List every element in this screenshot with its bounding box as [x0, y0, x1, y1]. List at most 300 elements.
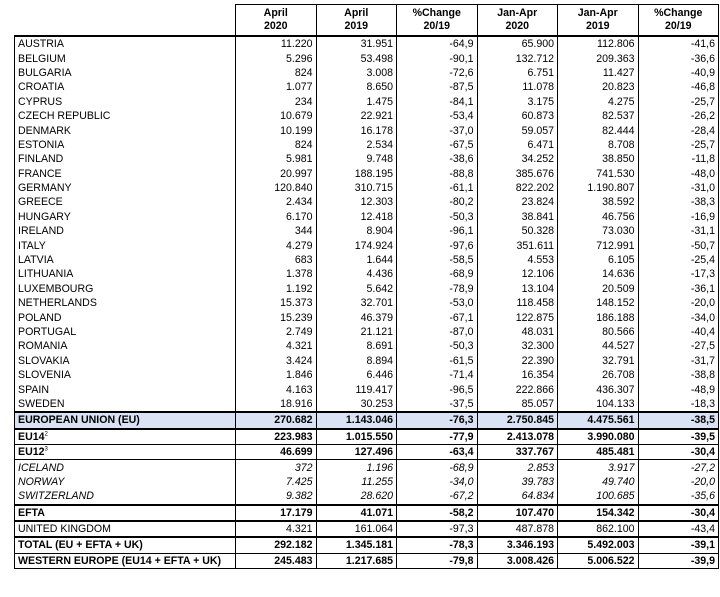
cell-april-2020: 15.239 [236, 310, 317, 324]
cell-change-jan-apr: -27,2 [638, 460, 719, 475]
row-label: LITHUANIA [15, 267, 236, 281]
cell-april-2019: 30.253 [316, 397, 397, 412]
table-row [15, 339, 719, 353]
cell-change-jan-apr: -28,4 [638, 123, 719, 137]
cell-april-2019: 53.498 [316, 51, 397, 65]
cell-april-2020: 344 [236, 224, 317, 238]
cell-jan-apr-2019: 154.342 [558, 505, 639, 521]
cell-april-2020: 1.192 [236, 282, 317, 296]
cell-april-2020: 5.296 [236, 51, 317, 65]
cell-april-2019: 310.715 [316, 181, 397, 195]
cell-jan-apr-2020: 38.841 [477, 210, 558, 224]
cell-change-jan-apr: -48,0 [638, 167, 719, 181]
cell-change-jan-apr: -26,2 [638, 109, 719, 123]
table-row [15, 238, 719, 252]
row-label: NETHERLANDS [15, 296, 236, 310]
cell-april-2019: 1.015.550 [316, 429, 397, 445]
cell-change-april: -61,5 [397, 354, 478, 368]
cell-april-2019: 31.951 [316, 36, 397, 51]
cell-change-april: -76,3 [397, 412, 478, 428]
cell-april-2019: 1.196 [316, 460, 397, 475]
cell-change-april: -64,9 [397, 36, 478, 51]
cell-april-2020: 4.321 [236, 521, 317, 537]
row-label: FINLAND [15, 152, 236, 166]
table-row [15, 537, 719, 553]
cell-april-2020: 10.679 [236, 109, 317, 123]
cell-jan-apr-2020: 32.300 [477, 339, 558, 353]
row-label: SLOVAKIA [15, 354, 236, 368]
cell-jan-apr-2020: 3.346.193 [477, 537, 558, 553]
cell-change-april: -50,3 [397, 339, 478, 353]
cell-april-2019: 21.121 [316, 325, 397, 339]
header-change-jan-apr: %Change 20/19 [638, 5, 719, 37]
table-row [15, 267, 719, 281]
cell-jan-apr-2020: 822.202 [477, 181, 558, 195]
cell-april-2019: 16.178 [316, 123, 397, 137]
table-row [15, 167, 719, 181]
cell-jan-apr-2020: 118.458 [477, 296, 558, 310]
cell-april-2020: 120.840 [236, 181, 317, 195]
cell-change-jan-apr: -18,3 [638, 397, 719, 412]
table-row [15, 505, 719, 521]
cell-april-2019: 3.008 [316, 66, 397, 80]
row-label: ICELAND [15, 460, 236, 475]
row-label: PORTUGAL [15, 325, 236, 339]
row-label: $EU14^2$ [15, 429, 236, 445]
cell-april-2019: 1.217.685 [316, 553, 397, 568]
cell-jan-apr-2020: 48.031 [477, 325, 558, 339]
table-row [15, 475, 719, 489]
row-label: CROATIA [15, 80, 236, 94]
cell-jan-apr-2019: 8.708 [558, 138, 639, 152]
cell-jan-apr-2019: 485.481 [558, 444, 639, 459]
table-row [15, 489, 719, 504]
cell-jan-apr-2020: 23.824 [477, 195, 558, 209]
cell-jan-apr-2019: 5.006.522 [558, 553, 639, 568]
row-label: FRANCE [15, 167, 236, 181]
row-label: WESTERN EUROPE (EU14 + EFTA + UK) [15, 553, 236, 568]
cell-change-jan-apr: -35,6 [638, 489, 719, 504]
cell-jan-apr-2019: 112.806 [558, 36, 639, 51]
table-row [15, 296, 719, 310]
cell-jan-apr-2020: 3.175 [477, 95, 558, 109]
cell-april-2020: 17.179 [236, 505, 317, 521]
cell-change-jan-apr: -50,7 [638, 238, 719, 252]
cell-jan-apr-2019: 4.275 [558, 95, 639, 109]
cell-jan-apr-2019: 38.592 [558, 195, 639, 209]
cell-jan-apr-2019: 862.100 [558, 521, 639, 537]
cell-april-2020: 46.699 [236, 444, 317, 459]
row-label: CYPRUS [15, 95, 236, 109]
cell-change-april: -53,0 [397, 296, 478, 310]
cell-april-2019: 41.071 [316, 505, 397, 521]
cell-change-jan-apr: -34,0 [638, 310, 719, 324]
cell-jan-apr-2019: 436.307 [558, 382, 639, 396]
row-label: LATVIA [15, 253, 236, 267]
table-row [15, 429, 719, 445]
header-blank [15, 5, 236, 37]
cell-jan-apr-2020: 60.873 [477, 109, 558, 123]
cell-change-april: -63,4 [397, 444, 478, 459]
cell-change-jan-apr: -25,7 [638, 138, 719, 152]
cell-jan-apr-2020: 13.104 [477, 282, 558, 296]
header-change-april: %Change 20/19 [397, 5, 478, 37]
row-label: IRELAND [15, 224, 236, 238]
table-row [15, 36, 719, 51]
cell-change-jan-apr: -40,9 [638, 66, 719, 80]
cell-jan-apr-2020: 2.853 [477, 460, 558, 475]
cell-april-2019: 22.921 [316, 109, 397, 123]
cell-change-jan-apr: -39,1 [638, 537, 719, 553]
cell-april-2020: 223.983 [236, 429, 317, 445]
cell-jan-apr-2020: 4.553 [477, 253, 558, 267]
cell-jan-apr-2019: 6.105 [558, 253, 639, 267]
cell-change-jan-apr: -31,0 [638, 181, 719, 195]
header-april-2020: April 2020 [236, 5, 317, 37]
cell-change-april: -80,2 [397, 195, 478, 209]
cell-april-2019: 5.642 [316, 282, 397, 296]
cell-april-2019: 12.303 [316, 195, 397, 209]
cell-jan-apr-2019: 73.030 [558, 224, 639, 238]
footnote-marker: 3 [44, 446, 48, 453]
cell-jan-apr-2019: 3.917 [558, 460, 639, 475]
cell-april-2020: 18.916 [236, 397, 317, 412]
cell-jan-apr-2020: 12.106 [477, 267, 558, 281]
cell-jan-apr-2020: 487.878 [477, 521, 558, 537]
cell-april-2019: 119.417 [316, 382, 397, 396]
cell-change-april: -61,1 [397, 181, 478, 195]
row-label: GREECE [15, 195, 236, 209]
cell-jan-apr-2020: 59.057 [477, 123, 558, 137]
cell-change-jan-apr: -46,8 [638, 80, 719, 94]
cell-april-2019: 46.379 [316, 310, 397, 324]
header-april-2019: April 2019 [316, 5, 397, 37]
row-label: TOTAL (EU + EFTA + UK) [15, 537, 236, 553]
cell-change-april: -68,9 [397, 267, 478, 281]
cell-change-april: -68,9 [397, 460, 478, 475]
cell-change-april: -34,0 [397, 475, 478, 489]
cell-change-april: -78,9 [397, 282, 478, 296]
cell-jan-apr-2019: 712.991 [558, 238, 639, 252]
cell-april-2019: 32.701 [316, 296, 397, 310]
cell-change-jan-apr: -38,3 [638, 195, 719, 209]
row-label: SPAIN [15, 382, 236, 396]
row-label: AUSTRIA [15, 36, 236, 51]
cell-jan-apr-2020: 39.783 [477, 475, 558, 489]
cell-jan-apr-2019: 20.823 [558, 80, 639, 94]
cell-jan-apr-2019: 82.444 [558, 123, 639, 137]
cell-april-2019: 1.143.046 [316, 412, 397, 428]
cell-change-jan-apr: -38,5 [638, 412, 719, 428]
cell-april-2020: 2.749 [236, 325, 317, 339]
table-row [15, 282, 719, 296]
cell-jan-apr-2020: 385.676 [477, 167, 558, 181]
table-row [15, 460, 719, 475]
cell-change-april: -87,0 [397, 325, 478, 339]
cell-april-2020: 1.378 [236, 267, 317, 281]
cell-jan-apr-2019: 11.427 [558, 66, 639, 80]
cell-jan-apr-2019: 4.475.561 [558, 412, 639, 428]
cell-jan-apr-2019: 148.152 [558, 296, 639, 310]
cell-change-jan-apr: -36,6 [638, 51, 719, 65]
cell-jan-apr-2020: 107.470 [477, 505, 558, 521]
cell-change-april: -84,1 [397, 95, 478, 109]
cell-change-april: -97,6 [397, 238, 478, 252]
cell-april-2020: 4.279 [236, 238, 317, 252]
cell-april-2020: 11.220 [236, 36, 317, 51]
cell-april-2019: 1.644 [316, 253, 397, 267]
cell-jan-apr-2020: 337.767 [477, 444, 558, 459]
header-row [15, 5, 719, 37]
cell-jan-apr-2019: 38.850 [558, 152, 639, 166]
cell-change-april: -87,5 [397, 80, 478, 94]
cell-change-jan-apr: -27,5 [638, 339, 719, 353]
row-label: SLOVENIA [15, 368, 236, 382]
cell-april-2019: 8.904 [316, 224, 397, 238]
cell-april-2019: 127.496 [316, 444, 397, 459]
cell-jan-apr-2020: 34.252 [477, 152, 558, 166]
cell-april-2020: 3.424 [236, 354, 317, 368]
cell-april-2020: 683 [236, 253, 317, 267]
cell-change-april: -90,1 [397, 51, 478, 65]
cell-jan-apr-2019: 44.527 [558, 339, 639, 353]
row-label: $EU12^3$ [15, 444, 236, 459]
cell-jan-apr-2019: 1.190.807 [558, 181, 639, 195]
cell-change-jan-apr: -31,7 [638, 354, 719, 368]
cell-jan-apr-2019: 186.188 [558, 310, 639, 324]
cell-april-2020: 292.182 [236, 537, 317, 553]
cell-change-april: -67,1 [397, 310, 478, 324]
cell-april-2020: 234 [236, 95, 317, 109]
cell-jan-apr-2020: 2.750.845 [477, 412, 558, 428]
cell-april-2019: 174.924 [316, 238, 397, 252]
cell-change-jan-apr: -25,7 [638, 95, 719, 109]
cell-jan-apr-2020: 122.875 [477, 310, 558, 324]
row-label: UNITED KINGDOM [15, 521, 236, 537]
cell-change-jan-apr: -25,4 [638, 253, 719, 267]
row-label: POLAND [15, 310, 236, 324]
cell-change-april: -53,4 [397, 109, 478, 123]
cell-change-april: -97,3 [397, 521, 478, 537]
cell-april-2020: 245.483 [236, 553, 317, 568]
table-row [15, 181, 719, 195]
cell-change-jan-apr: -31,1 [638, 224, 719, 238]
cell-change-jan-apr: -20,0 [638, 475, 719, 489]
table-row [15, 152, 719, 166]
row-label: NORWAY [15, 475, 236, 489]
cell-jan-apr-2020: 2.413.078 [477, 429, 558, 445]
cell-jan-apr-2019: 209.363 [558, 51, 639, 65]
header-jan-apr-2020: Jan-Apr 2020 [477, 5, 558, 37]
row-label: ITALY [15, 238, 236, 252]
cell-april-2020: 10.199 [236, 123, 317, 137]
cell-jan-apr-2020: 6.471 [477, 138, 558, 152]
cell-april-2019: 6.446 [316, 368, 397, 382]
cell-jan-apr-2020: 132.712 [477, 51, 558, 65]
cell-april-2020: 4.321 [236, 339, 317, 353]
row-label: BULGARIA [15, 66, 236, 80]
cell-change-april: -67,5 [397, 138, 478, 152]
cell-jan-apr-2020: 64.834 [477, 489, 558, 504]
table-row [15, 66, 719, 80]
cell-change-jan-apr: -16,9 [638, 210, 719, 224]
row-label: SWITZERLAND [15, 489, 236, 504]
row-label: SWEDEN [15, 397, 236, 412]
cell-april-2019: 12.418 [316, 210, 397, 224]
cell-jan-apr-2020: 85.057 [477, 397, 558, 412]
cell-jan-apr-2020: 3.008.426 [477, 553, 558, 568]
cell-jan-apr-2020: 222.866 [477, 382, 558, 396]
cell-jan-apr-2019: 741.530 [558, 167, 639, 181]
cell-april-2020: 1.077 [236, 80, 317, 94]
footnote-marker: 2 [44, 431, 48, 438]
cell-april-2019: 4.436 [316, 267, 397, 281]
row-label: CZECH REPUBLIC [15, 109, 236, 123]
table-row [15, 51, 719, 65]
cell-change-april: -88,8 [397, 167, 478, 181]
cell-april-2019: 1.475 [316, 95, 397, 109]
cell-change-jan-apr: -39,9 [638, 553, 719, 568]
table-row [15, 553, 719, 568]
cell-april-2019: 1.345.181 [316, 537, 397, 553]
cell-change-april: -38,6 [397, 152, 478, 166]
cell-change-april: -71,4 [397, 368, 478, 382]
table-body [15, 36, 719, 569]
cell-change-jan-apr: -48,9 [638, 382, 719, 396]
cell-april-2019: 28.620 [316, 489, 397, 504]
cell-jan-apr-2019: 100.685 [558, 489, 639, 504]
cell-change-april: -77,9 [397, 429, 478, 445]
cell-change-jan-apr: -20,0 [638, 296, 719, 310]
cell-jan-apr-2019: 80.566 [558, 325, 639, 339]
table-row [15, 368, 719, 382]
row-label: LUXEMBOURG [15, 282, 236, 296]
cell-change-jan-apr: -43,4 [638, 521, 719, 537]
table-row [15, 521, 719, 537]
cell-april-2020: 15.373 [236, 296, 317, 310]
table-row [15, 195, 719, 209]
cell-jan-apr-2019: 46.756 [558, 210, 639, 224]
cell-change-april: -96,1 [397, 224, 478, 238]
cell-april-2020: 824 [236, 138, 317, 152]
table-row [15, 224, 719, 238]
cell-jan-apr-2019: 49.740 [558, 475, 639, 489]
row-label: DENMARK [15, 123, 236, 137]
cell-april-2020: 824 [236, 66, 317, 80]
table-row [15, 310, 719, 324]
table-row [15, 138, 719, 152]
table-row [15, 109, 719, 123]
cell-change-april: -67,2 [397, 489, 478, 504]
cell-april-2019: 11.255 [316, 475, 397, 489]
registrations-table [14, 4, 719, 569]
cell-april-2020: 5.981 [236, 152, 317, 166]
cell-change-jan-apr: -17,3 [638, 267, 719, 281]
table-row [15, 325, 719, 339]
cell-change-jan-apr: -38,8 [638, 368, 719, 382]
table-row [15, 123, 719, 137]
cell-change-jan-apr: -11,8 [638, 152, 719, 166]
table-row [15, 444, 719, 459]
cell-change-april: -79,8 [397, 553, 478, 568]
cell-jan-apr-2019: 3.990.080 [558, 429, 639, 445]
cell-change-jan-apr: -39,5 [638, 429, 719, 445]
cell-change-april: -50,3 [397, 210, 478, 224]
table-row [15, 80, 719, 94]
cell-april-2019: 8.894 [316, 354, 397, 368]
cell-jan-apr-2020: 11.078 [477, 80, 558, 94]
cell-change-april: -37,5 [397, 397, 478, 412]
cell-jan-apr-2020: 351.611 [477, 238, 558, 252]
cell-jan-apr-2020: 50.328 [477, 224, 558, 238]
cell-jan-apr-2019: 32.791 [558, 354, 639, 368]
cell-change-jan-apr: -30,4 [638, 444, 719, 459]
table-row [15, 412, 719, 428]
cell-april-2019: 161.064 [316, 521, 397, 537]
table-row [15, 397, 719, 412]
cell-april-2020: 372 [236, 460, 317, 475]
header-jan-apr-2019: Jan-Apr 2019 [558, 5, 639, 37]
cell-change-jan-apr: -30,4 [638, 505, 719, 521]
cell-change-april: -72,6 [397, 66, 478, 80]
row-label: EUROPEAN UNION (EU) [15, 412, 236, 428]
cell-change-april: -58,5 [397, 253, 478, 267]
cell-jan-apr-2019: 104.133 [558, 397, 639, 412]
cell-change-april: -78,3 [397, 537, 478, 553]
table-row [15, 253, 719, 267]
cell-april-2020: 7.425 [236, 475, 317, 489]
cell-jan-apr-2019: 26.708 [558, 368, 639, 382]
cell-change-jan-apr: -36,1 [638, 282, 719, 296]
cell-april-2020: 9.382 [236, 489, 317, 504]
cell-jan-apr-2020: 65.900 [477, 36, 558, 51]
row-label: ROMANIA [15, 339, 236, 353]
cell-april-2020: 20.997 [236, 167, 317, 181]
cell-april-2020: 270.682 [236, 412, 317, 428]
cell-jan-apr-2020: 6.751 [477, 66, 558, 80]
cell-change-jan-apr: -41,6 [638, 36, 719, 51]
table-row [15, 354, 719, 368]
cell-jan-apr-2020: 22.390 [477, 354, 558, 368]
cell-april-2019: 8.691 [316, 339, 397, 353]
row-label: BELGIUM [15, 51, 236, 65]
cell-change-april: -96,5 [397, 382, 478, 396]
cell-jan-apr-2019: 5.492.003 [558, 537, 639, 553]
table-row [15, 95, 719, 109]
cell-april-2020: 2.434 [236, 195, 317, 209]
cell-april-2019: 188.195 [316, 167, 397, 181]
cell-april-2020: 6.170 [236, 210, 317, 224]
cell-april-2020: 4.163 [236, 382, 317, 396]
cell-april-2019: 8.650 [316, 80, 397, 94]
row-label: EFTA [15, 505, 236, 521]
cell-change-april: -58,2 [397, 505, 478, 521]
cell-jan-apr-2019: 14.636 [558, 267, 639, 281]
cell-april-2019: 2.534 [316, 138, 397, 152]
cell-change-jan-apr: -40,4 [638, 325, 719, 339]
row-label: HUNGARY [15, 210, 236, 224]
cell-change-april: -37,0 [397, 123, 478, 137]
cell-april-2020: 1.846 [236, 368, 317, 382]
cell-jan-apr-2019: 82.537 [558, 109, 639, 123]
registrations-table-container [14, 4, 718, 569]
table-row [15, 210, 719, 224]
cell-jan-apr-2020: 16.354 [477, 368, 558, 382]
cell-april-2019: 9.748 [316, 152, 397, 166]
cell-jan-apr-2019: 20.509 [558, 282, 639, 296]
row-label: ESTONIA [15, 138, 236, 152]
row-label: GERMANY [15, 181, 236, 195]
